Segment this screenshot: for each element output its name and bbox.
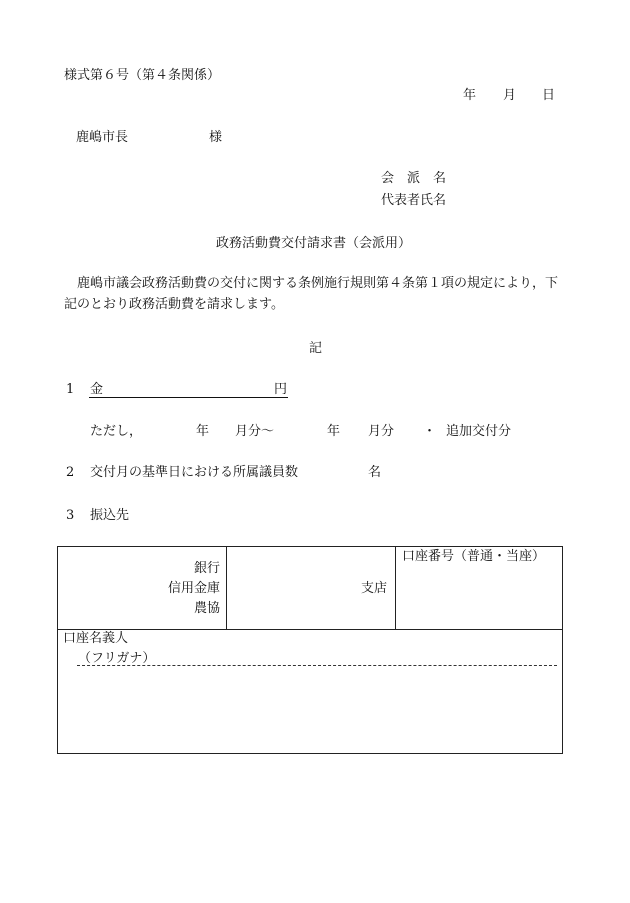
account-number-label: 口座番号（普通・当座）: [402, 549, 546, 564]
bank-type-nokyo: 農協: [194, 601, 221, 616]
separator-dot: ・: [423, 424, 437, 439]
to-year-label: 年: [327, 424, 341, 439]
furigana-label: （フリガナ）: [78, 651, 156, 666]
amount-underline: [89, 397, 288, 398]
table-divider-1: [226, 547, 227, 629]
furigana-dashed-line: [77, 665, 557, 666]
bank-type-bank: 銀行: [194, 561, 221, 576]
item-3-text: 振込先: [90, 508, 130, 523]
date-month-label: 月: [503, 88, 517, 103]
body-text-line-2: 記のとおり政務活動費を請求します。: [64, 297, 284, 312]
body-text-line-1: 鹿嶋市議会政務活動費の交付に関する条例施行規則第４条第１項の規定により，下: [77, 276, 559, 291]
item-1-kin: 金: [90, 382, 104, 397]
ki-heading: 記: [309, 341, 323, 356]
item-2-text: 交付月の基準日における所属議員数: [90, 465, 299, 480]
to-month-label: 月分: [368, 424, 395, 439]
additional-grant-label: 追加交付分: [446, 424, 512, 439]
addressee-name: 鹿嶋市長: [76, 130, 129, 145]
date-year-label: 年: [463, 88, 477, 103]
bank-type-shinkin: 信用金庫: [168, 581, 221, 596]
form-number: 様式第６号（第４条関係）: [64, 68, 221, 83]
item-1-number: 1: [66, 382, 75, 397]
document-title: 政務活動費交付請求書（会派用）: [216, 236, 412, 251]
item-2-unit: 名: [368, 465, 382, 480]
addressee-suffix: 様: [209, 130, 223, 145]
faction-name-label: 会 派 名: [381, 171, 447, 186]
table-row-divider: [58, 629, 562, 630]
from-month-label: 月分～: [235, 424, 275, 439]
bank-transfer-table: [57, 546, 563, 754]
date-day-label: 日: [542, 88, 556, 103]
item-1-yen: 円: [274, 382, 288, 397]
account-holder-label: 口座名義人: [63, 631, 129, 646]
branch-label: 支店: [361, 581, 388, 596]
tadashi-label: ただし，: [90, 424, 143, 439]
from-year-label: 年: [196, 424, 210, 439]
table-divider-2: [395, 547, 396, 629]
representative-name-label: 代表者氏名: [381, 193, 447, 208]
item-3-number: 3: [66, 508, 75, 523]
item-2-number: 2: [66, 465, 75, 480]
